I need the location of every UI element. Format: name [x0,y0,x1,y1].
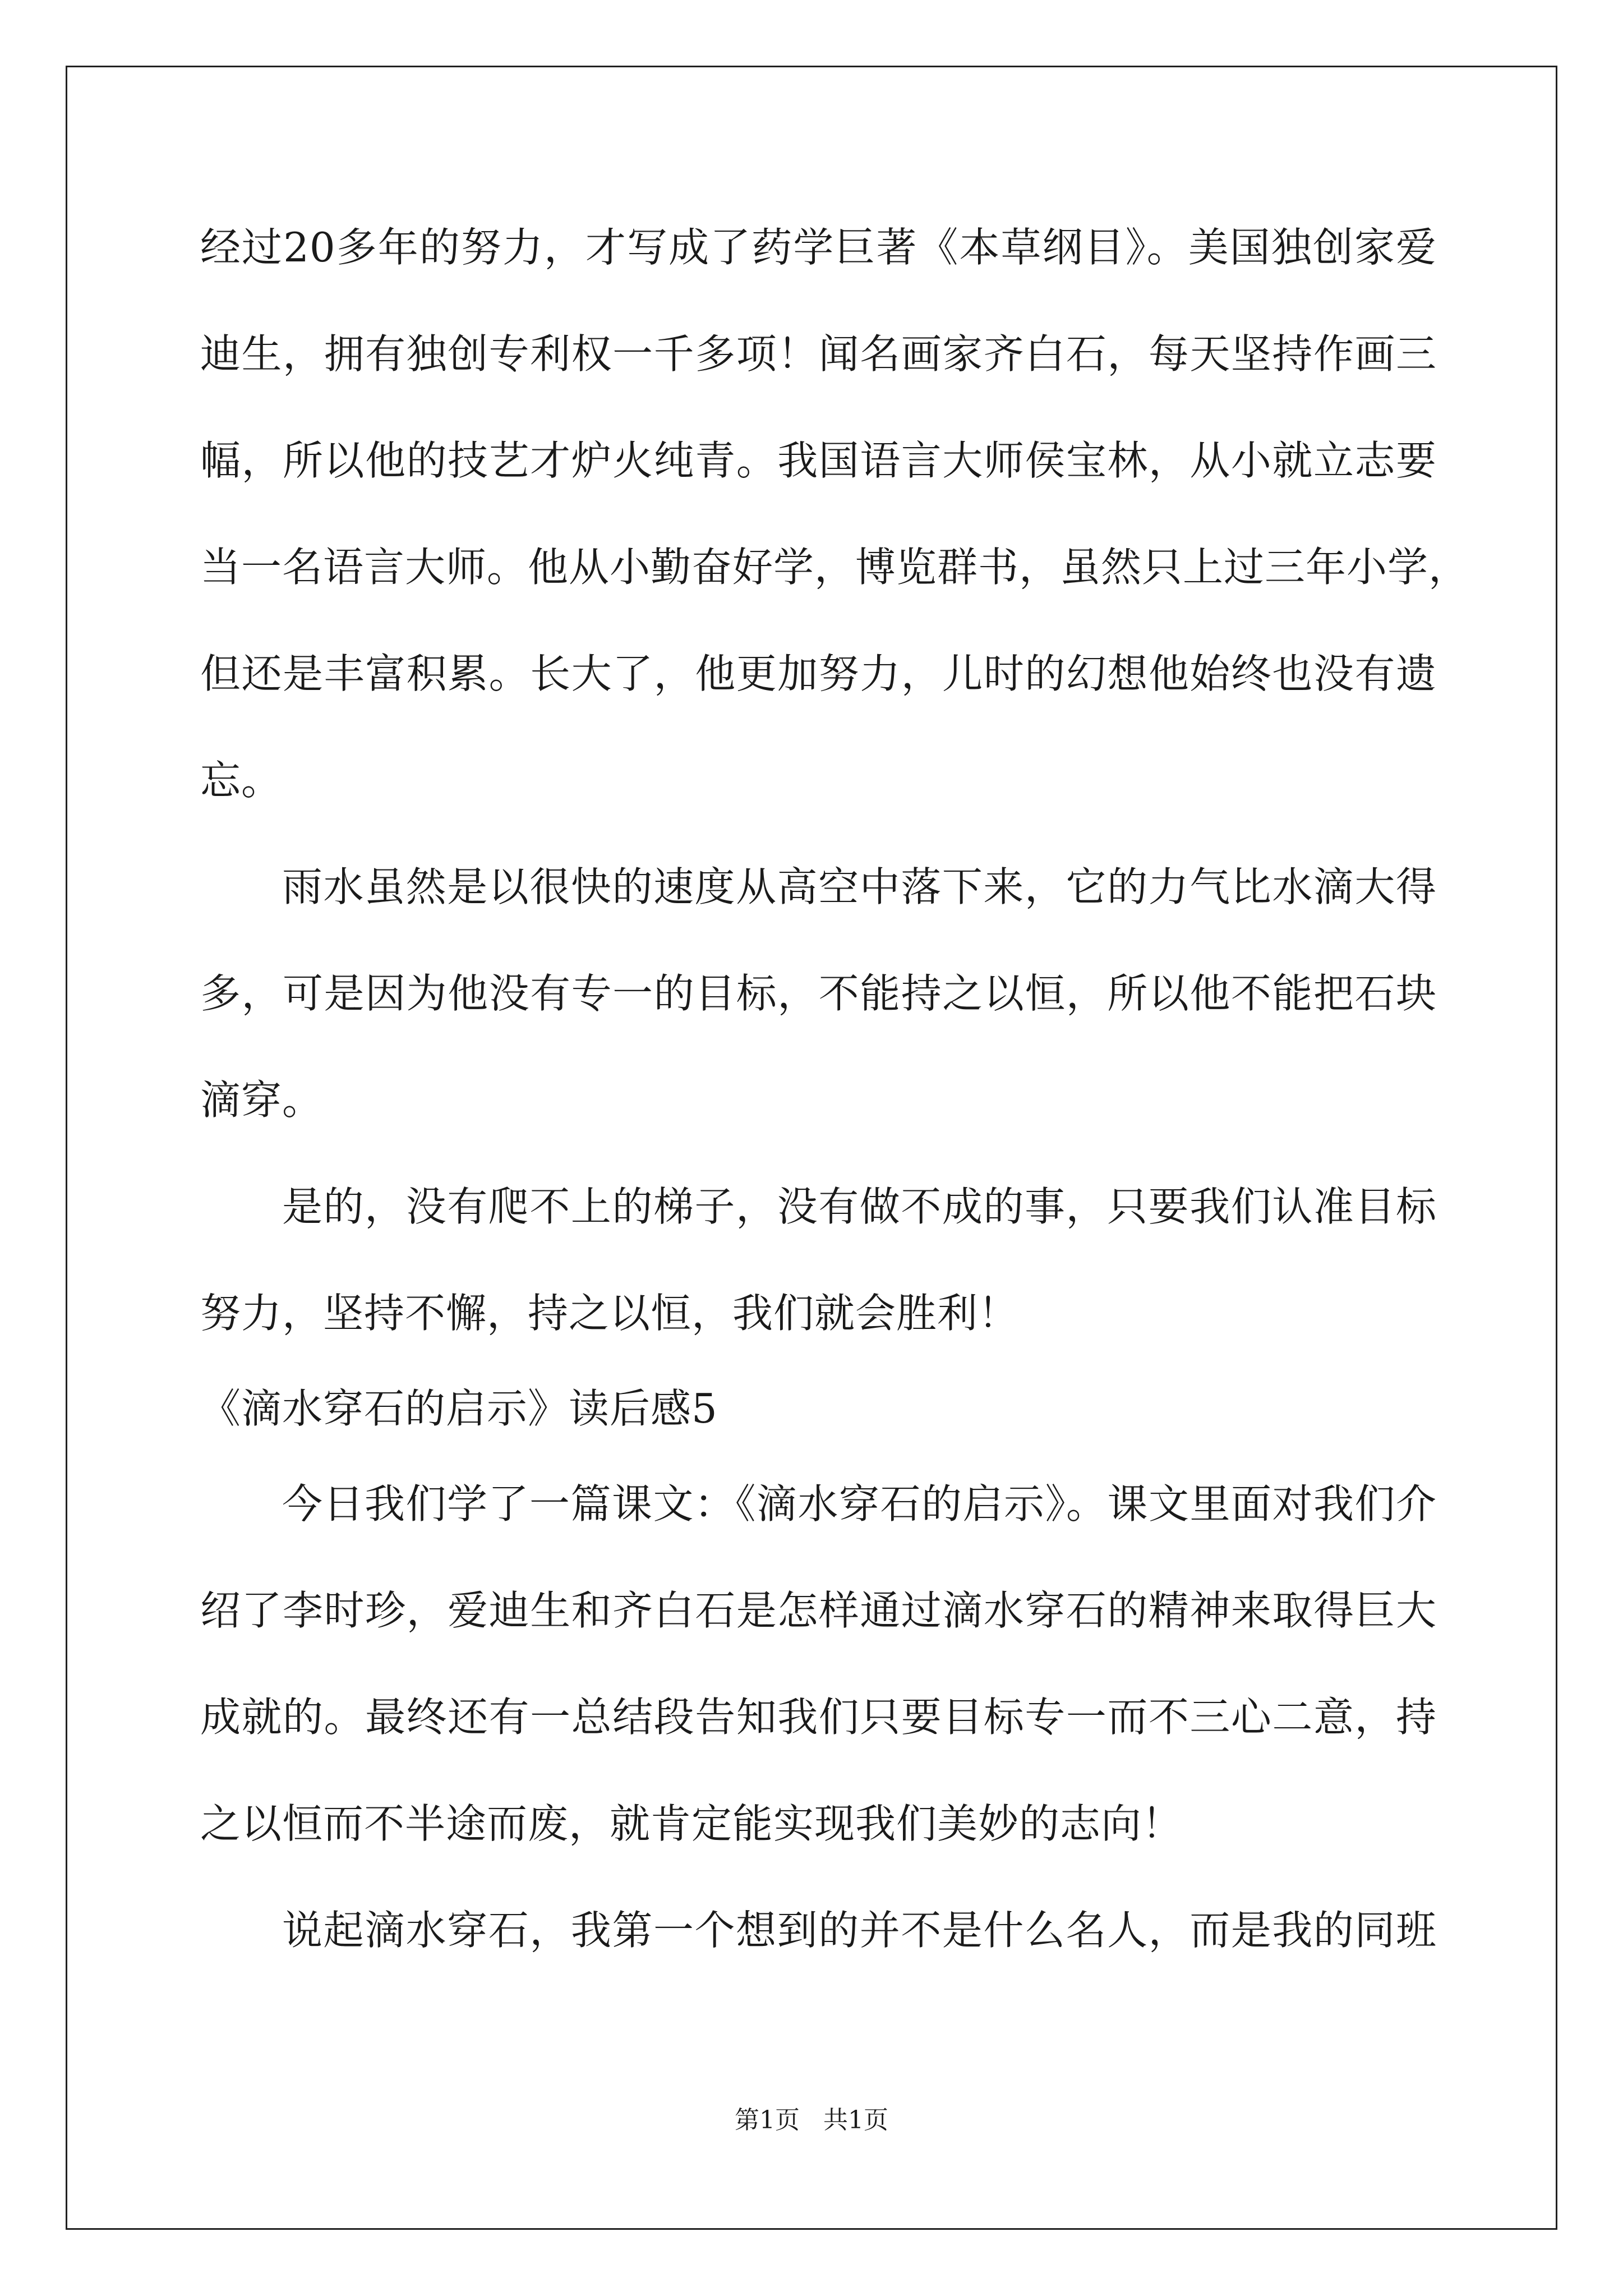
paragraph-first-line: 雨水虽然是以很快的速度从高空中落下来，它的力气比水滴大得 [282,863,1437,910]
paragraph-first-line: 说起滴水穿石，我第一个想到的并不是什么名人，而是我的同班 [282,1907,1437,1954]
text-line: 当一名语言大师。他从小勤奋好学，博览群书，虽然只上过三年小学， [200,544,1470,591]
text-line: 多，可是因为他没有专一的目标，不能持之以恒，所以他不能把石块 [200,970,1437,1017]
text-line: 成就的。最终还有一总结段告知我们只要目标专一而不三心二意，持 [200,1694,1437,1741]
paragraph-first-line: 今日我们学了一篇课文：《滴水穿石的启示》。课文里面对我们介 [282,1480,1437,1527]
page-footer: 第1页 共1页 [735,2106,888,2134]
text-line: 幅，所以他的技艺才炉火纯青。我国语言大师侯宝林，从小就立志要 [200,437,1437,484]
text-line: 努力，坚持不懈，持之以恒，我们就会胜利！ [200,1290,1020,1337]
section-heading: 《滴水穿石的启示》读后感5 [200,1385,718,1432]
text-line: 迪生，拥有独创专利权一千多项！闻名画家齐白石，每天坚持作画三 [200,330,1437,378]
text-line: 但还是丰富积累。长大了，他更加努力，儿时的幻想他始终也没有遗 [200,650,1437,697]
text-line: 之以恒而不半途而废，就肯定能实现我们美妙的志向！ [200,1800,1183,1847]
text-line: 忘。 [200,757,283,804]
text-line: 滴穿。 [200,1076,324,1124]
text-line: 经过20多年的努力，才写成了药学巨著《本草纲目》。美国独创家爱 [200,224,1437,271]
paragraph-first-line: 是的，没有爬不上的梯子，没有做不成的事，只要我们认准目标 [282,1183,1437,1230]
text-line: 绍了李时珍，爱迪生和齐白石是怎样通过滴水穿石的精神来取得巨大 [200,1587,1437,1634]
